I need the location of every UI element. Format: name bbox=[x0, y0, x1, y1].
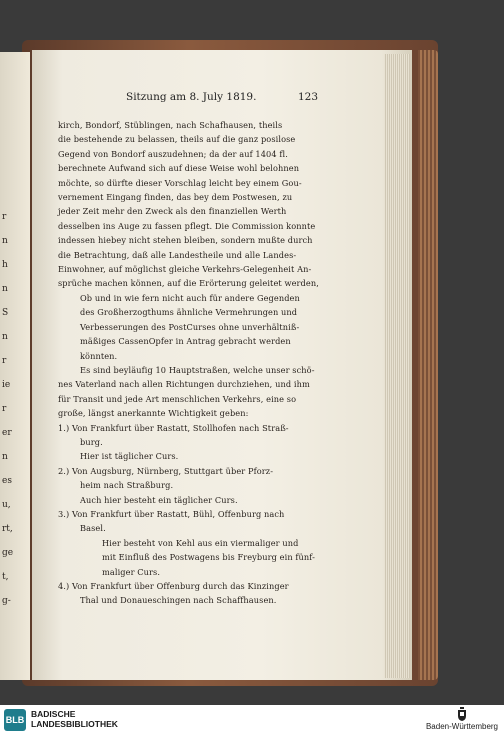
left-page-fragment: g- bbox=[2, 596, 11, 606]
text-line: Hier besteht von Kehl aus ein viermaliger und bbox=[102, 537, 299, 548]
text-line: 1.) Von Frankfurt über Rastatt, Stollhofen nach Straß- bbox=[58, 422, 289, 433]
left-page-fragment: rt, bbox=[2, 524, 13, 534]
left-page-fragment: t, bbox=[2, 572, 9, 582]
left-page-fragment: es bbox=[2, 476, 12, 486]
text-line: Verbesserungen des PostCurses ohne unverhältniß- bbox=[80, 321, 300, 332]
left-page-fragment: r bbox=[2, 212, 7, 222]
running-title: Sitzung am 8. July 1819. bbox=[126, 91, 257, 103]
book-cover-edge bbox=[418, 50, 438, 680]
text-line: Thal und Donaueschingen nach Schaffhausen. bbox=[80, 595, 277, 606]
text-line: 3.) Von Frankfurt über Rastatt, Bühl, Offenburg nach bbox=[58, 508, 285, 519]
text-line: Auch hier besteht ein täglicher Curs. bbox=[80, 494, 238, 505]
text-line: indessen hiebey nicht stehen bleiben, sondern mußte durch bbox=[58, 235, 313, 246]
text-line: burg. bbox=[80, 436, 103, 447]
library-name-line2: LANDESBIBLIOTHEK bbox=[31, 719, 118, 729]
text-line: maliger Curs. bbox=[102, 566, 161, 577]
page-body-text bbox=[58, 118, 336, 608]
text-line: die Betrachtung, daß alle Landestheile und alle Landes- bbox=[58, 249, 297, 260]
text-line: Basel. bbox=[80, 523, 106, 534]
text-line: jeder Zeit mehr den Zweck als den finanziellen Werth bbox=[58, 206, 287, 217]
text-line: Ob und in wie fern nicht auch für andere Gegenden bbox=[80, 292, 300, 303]
text-line: für Transit und jede Art menschlichen Verkehrs, eine so bbox=[58, 393, 297, 404]
page-stack-edge bbox=[384, 54, 410, 678]
text-line: die bestehende zu belassen, theils auf die ganz posilose bbox=[58, 134, 296, 145]
left-page-fragment: u, bbox=[2, 500, 11, 510]
coat-of-arms-icon bbox=[457, 707, 467, 721]
text-line: kirch, Bondorf, Stüblingen, nach Schafhausen, theils bbox=[58, 120, 283, 130]
text-line: mäßiges CassenOpfer in Antrag gebracht werden bbox=[80, 336, 291, 347]
page-number: 123 bbox=[298, 91, 319, 103]
left-page-fragment: r bbox=[2, 356, 7, 366]
left-page-fragment: S bbox=[2, 308, 9, 318]
text-line: große, längst anerkannte Wichtigkeit geben: bbox=[58, 408, 249, 419]
text-line: vernement Eingang finden, das bey dem Postwesen, zu bbox=[58, 192, 293, 203]
text-line: des Großherzogthums ähnliche Vermehrungen und bbox=[80, 307, 298, 318]
left-page-fragment: ie bbox=[2, 380, 11, 390]
state-label: Baden-Württemberg bbox=[425, 722, 498, 731]
text-line: Gegend von Bondorf auszudehnen; da der auf 1404 fl. bbox=[58, 148, 288, 159]
blb-logo[interactable]: BLB bbox=[4, 709, 26, 731]
text-line: 4.) Von Frankfurt über Offenburg durch das Kinzinger bbox=[58, 581, 289, 591]
left-page-fragment: n bbox=[2, 284, 8, 294]
text-line: heim nach Straßburg. bbox=[80, 480, 174, 491]
left-page-fragment: h bbox=[2, 260, 8, 270]
left-page-fragment: n bbox=[2, 236, 8, 246]
text-line: möchte, so dürfte dieser Vorschlag leicht bey einem Gou- bbox=[58, 177, 302, 188]
text-line: desselben ins Auge zu fassen pflegt. Die Commission konnte bbox=[58, 220, 316, 231]
left-page-fragment: er bbox=[2, 428, 12, 438]
text-line: 2.) Von Augsburg, Nürnberg, Stuttgart über Pforz- bbox=[58, 465, 274, 476]
left-page-fragment: n bbox=[2, 332, 8, 342]
text-line: mit Einfluß des Postwagens bis Freyburg ein fünf- bbox=[102, 552, 316, 563]
baden-wuerttemberg-logo[interactable] bbox=[426, 707, 498, 731]
left-page-edge bbox=[0, 52, 30, 680]
left-page-fragment: r bbox=[2, 404, 7, 414]
text-line: Einwohner, auf möglichst gleiche Verkehrs-Gelegenheit An- bbox=[58, 264, 312, 275]
text-line: nes Vaterland nach allen Richtungen durchziehen, und ihm bbox=[58, 379, 310, 390]
text-line: berechnete Aufwand sich auf diese Weise wohl belohnen bbox=[58, 163, 300, 174]
text-line: könnten. bbox=[80, 350, 118, 361]
text-line: sprüche machen können, auf die Erörterung geleitet werden, bbox=[58, 278, 319, 289]
library-name-line1: BADISCHE bbox=[31, 709, 76, 719]
text-line: Hier ist täglicher Curs. bbox=[80, 451, 179, 462]
library-name[interactable] bbox=[31, 709, 118, 729]
left-page-fragment: ge bbox=[2, 548, 14, 558]
text-line: Es sind beyläufig 10 Hauptstraßen, welche unser schö- bbox=[80, 364, 315, 375]
left-page-fragment: n bbox=[2, 452, 8, 462]
